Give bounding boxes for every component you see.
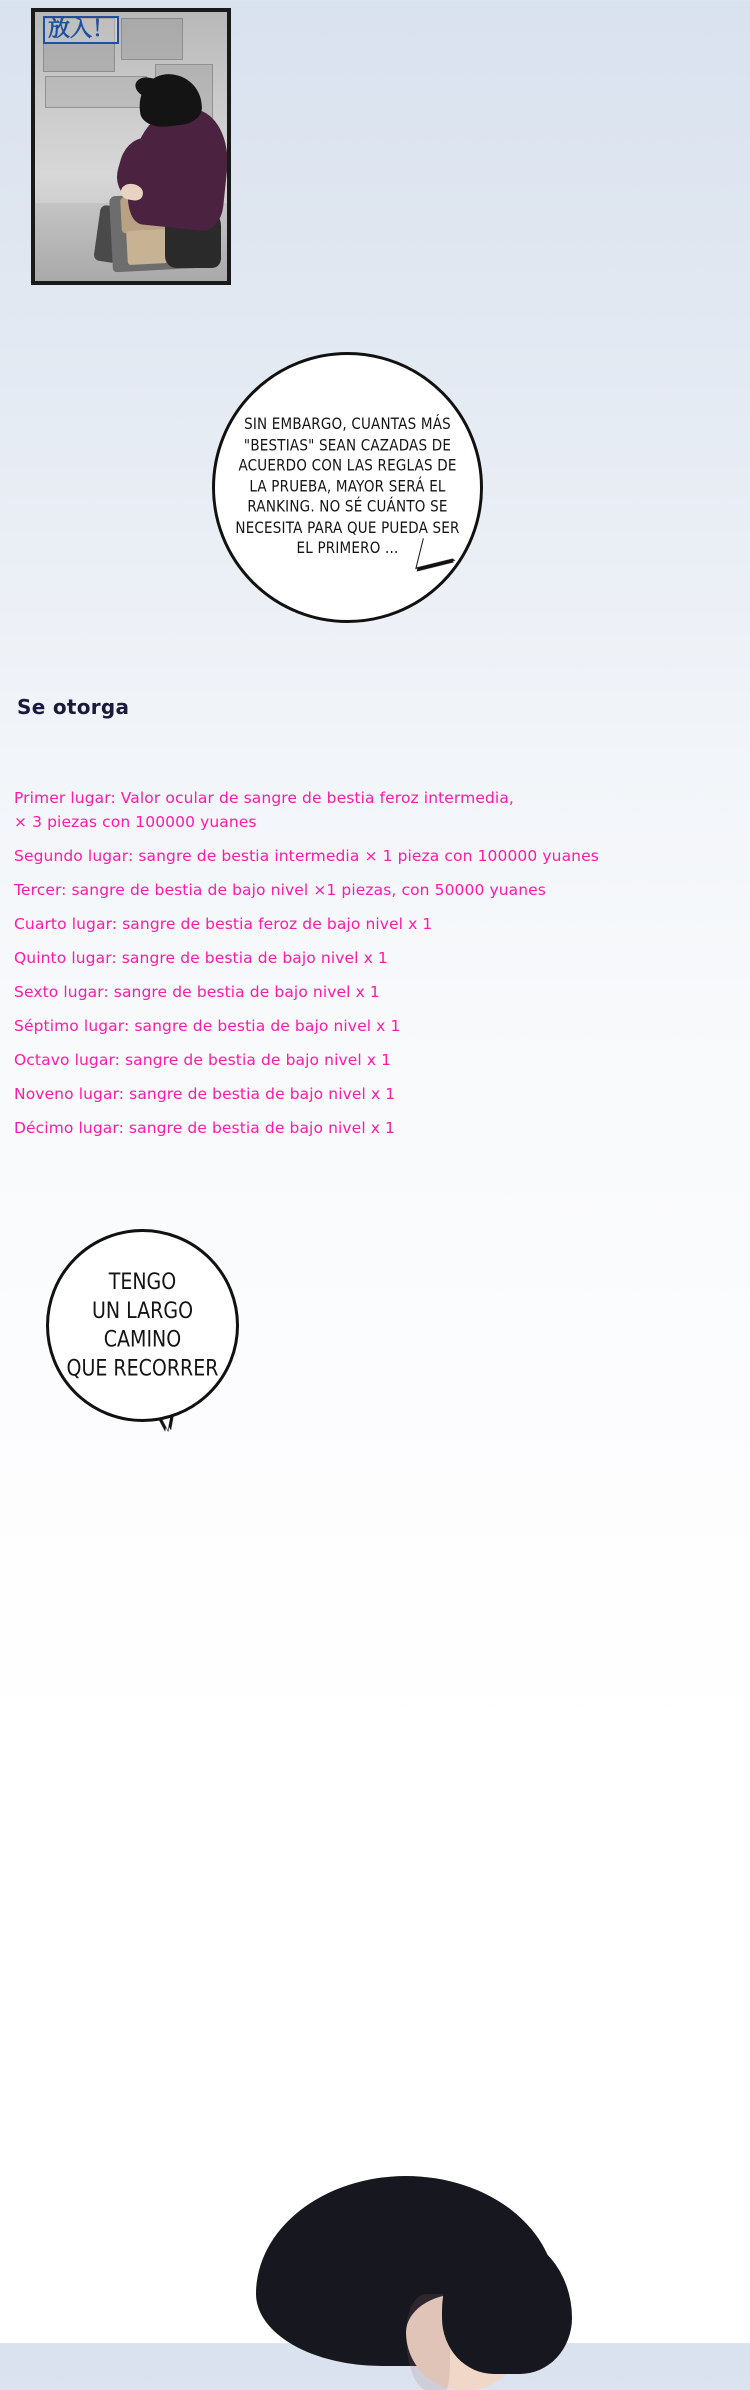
character-hair-side: [442, 2234, 572, 2374]
reward-line: Noveno lugar: sangre de bestia de bajo nivel x 1: [14, 1085, 396, 1103]
speech-bubble-text: SIN EMBARGO, CUANTAS MÁS "BESTIAS" SEAN CAZADAS DE ACUERDO CON LAS REGLAS DE LA PRUEBA, MAYOR SERÁ EL RANKING. NO SÉ CUÁNTO SE NECESITA PARA QUE PUEDA SER EL PRIMERO ...: [235, 415, 460, 559]
reward-line: Quinto lugar: sangre de bestia de bajo nivel x 1: [14, 949, 388, 967]
reward-line: Segundo lugar: sangre de bestia intermedia × 1 pieza con 100000 yuanes: [14, 847, 599, 865]
reward-line: Décimo lugar: sangre de bestia de bajo nivel x 1: [14, 1119, 396, 1137]
speech-bubble-narration: [212, 352, 483, 623]
reward-line: Cuarto lugar: sangre de bestia feroz de bajo nivel x 1: [14, 915, 433, 933]
reward-line: Octavo lugar: sangre de bestia de bajo nivel x 1: [14, 1051, 392, 1069]
character-head-bottom: [256, 2176, 586, 2376]
speech-bubble-text: TENGO UN LARGO CAMINO QUE RECORRER: [66, 1269, 219, 1381]
speech-bubble-thought: [46, 1229, 239, 1422]
background-wall-panel: [121, 18, 183, 60]
reward-line: Primer lugar: Valor ocular de sangre de bestia feroz intermedia,: [14, 789, 514, 807]
reward-list: [14, 788, 730, 1152]
sound-effect-text: 放入！: [48, 17, 115, 42]
reward-line: Sexto lugar: sangre de bestia de bajo nivel x 1: [14, 983, 380, 1001]
background-wall-panel: [45, 76, 147, 108]
sound-effect-box: [43, 16, 119, 44]
reward-line: Séptimo lugar: sangre de bestia de bajo nivel x 1: [14, 1017, 401, 1035]
reward-line: Tercer: sangre de bestia de bajo nivel ×1 piezas, con 50000 yuanes: [14, 881, 546, 899]
bag-pocket: [126, 229, 168, 265]
panel-packing-bag: [31, 8, 231, 285]
reward-heading: Se otorga: [17, 695, 130, 719]
reward-line: × 3 piezas con 100000 yuanes: [14, 813, 257, 831]
